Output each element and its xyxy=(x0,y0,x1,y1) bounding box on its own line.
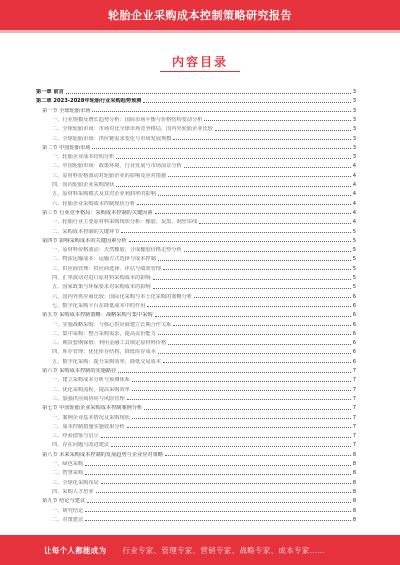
toc-page-number: 3 xyxy=(352,116,356,123)
toc-entry-label: 第一节 全球轮胎市场 xyxy=(42,107,91,114)
toc-page-number: 8 xyxy=(352,470,356,477)
toc-page-number: 8 xyxy=(352,461,356,467)
toc-page-number: 6 xyxy=(352,321,356,328)
toc-dot-leader xyxy=(132,381,351,382)
toc-page-number: 3 xyxy=(352,89,356,95)
toc-subsection-row[interactable] xyxy=(36,412,356,421)
toc-dot-leader xyxy=(111,446,351,447)
table-of-contents xyxy=(36,86,356,526)
toc-subsection-row[interactable] xyxy=(36,393,356,402)
toc-page-number: 7 xyxy=(352,423,356,430)
toc-subsection-row[interactable] xyxy=(36,374,356,383)
toc-entry-label: 六、国内外供应商比较：国际化采购与本土化采购的策略分析 xyxy=(52,293,193,300)
toc-page-number: 4 xyxy=(352,182,356,188)
toc-page-number: 6 xyxy=(352,349,356,356)
toc-subsection-row[interactable] xyxy=(36,319,356,328)
toc-dot-leader xyxy=(137,204,351,205)
toc-subsection-row[interactable] xyxy=(36,346,356,355)
toc-section-row[interactable] xyxy=(36,142,356,151)
toc-entry-label: 一、建立采购成本分析与预测体系 xyxy=(52,377,130,384)
toc-entry-label: 第五节 采购成本控制策略：战略采购与集中采购 xyxy=(42,312,153,319)
toc-entry-label: 第三节 行业竞争格局：采购成本控制的关键因素 xyxy=(42,209,153,216)
toc-page-number: 7 xyxy=(352,405,356,412)
toc-dot-leader xyxy=(92,148,350,149)
toc-subsection-row[interactable] xyxy=(36,477,356,486)
toc-page-number: 5 xyxy=(352,275,356,281)
toc-entry-label: 四、国内轮胎企业采购现状 xyxy=(52,182,115,188)
toc-entry-label: 四、库存管理：优化库存结构，降低库存成本 xyxy=(52,349,156,356)
toc-page-number: 4 xyxy=(352,200,356,207)
toc-dot-leader xyxy=(153,279,351,280)
toc-dot-leader xyxy=(158,195,351,196)
toc-dot-leader xyxy=(116,158,350,159)
toc-subsection-row[interactable] xyxy=(36,421,356,430)
toc-subsection-row[interactable] xyxy=(36,514,356,523)
toc-dot-leader xyxy=(153,288,351,289)
toc-dot-leader xyxy=(184,167,351,168)
toc-section-row[interactable] xyxy=(36,365,356,374)
toc-page-number: 7 xyxy=(352,442,356,449)
toc-subsection-row[interactable] xyxy=(36,300,356,309)
toc-entry-label: 二、集中采购：整合采购需求，提高议价能力 xyxy=(52,330,156,337)
toc-subsection-row[interactable] xyxy=(36,226,356,235)
header-accent-stripe xyxy=(0,30,400,33)
toc-heading: 内容目录 xyxy=(171,55,228,69)
toc-entry-label: 第一章 前言 xyxy=(36,89,64,95)
toc-chapter-row[interactable] xyxy=(36,95,356,104)
toc-page-number: 6 xyxy=(352,302,356,309)
footer-slogan-lead: 让每个人都能成为 xyxy=(44,545,107,555)
toc-dot-leader xyxy=(127,427,351,428)
toc-page-number: 6 xyxy=(352,358,356,365)
toc-section-row[interactable] xyxy=(36,235,356,244)
toc-subsection-row[interactable] xyxy=(36,244,356,253)
toc-subsection-row[interactable] xyxy=(36,337,356,346)
toc-entry-label: 三、全球轮胎市场：供应链需求变化与市场发展规模 xyxy=(52,135,172,142)
toc-dot-leader xyxy=(92,111,350,112)
toc-page-number: 3 xyxy=(352,144,356,151)
toc-entry-label: 七、数字化采购平台在降低成本中的作用 xyxy=(52,302,146,309)
toc-entry-label: 四、汇率波动对进口原材料采购成本的影响 xyxy=(52,275,151,281)
toc-subsection-row[interactable] xyxy=(36,356,356,365)
toc-dot-leader xyxy=(168,176,351,177)
toc-section-row[interactable] xyxy=(36,402,356,411)
toc-dot-leader xyxy=(155,213,351,214)
toc-entry-label: 一、轮胎行业主要原材料采购现状分析：橡胶、炭黑、钢丝帘线 xyxy=(52,219,198,226)
toc-entry-label: 一、案例企业基本情况及采购现状 xyxy=(52,414,130,421)
toc-dot-leader xyxy=(173,325,350,326)
toc-page-number: 8 xyxy=(352,488,356,495)
toc-subsection-row[interactable] xyxy=(36,188,356,197)
toc-subsection-row[interactable] xyxy=(36,281,356,290)
toc-page-number: 5 xyxy=(352,284,356,291)
toc-page-number: 4 xyxy=(352,163,356,170)
toc-entry-label: 三、加强供应商协同与风险管理 xyxy=(52,395,125,402)
toc-dot-leader xyxy=(215,130,351,131)
toc-dot-leader xyxy=(85,465,351,466)
toc-dot-leader xyxy=(101,437,351,438)
toc-page-number: 4 xyxy=(352,172,356,179)
toc-page-number: 5 xyxy=(352,237,356,244)
toc-entry-label: 四、存在问题与改进建议 xyxy=(52,442,110,449)
toc-subsection-row[interactable] xyxy=(36,439,356,448)
toc-dot-leader xyxy=(147,306,350,307)
toc-dot-leader xyxy=(204,120,350,121)
toc-subsection-row[interactable] xyxy=(36,272,356,281)
toc-subsection-row[interactable] xyxy=(36,505,356,514)
toc-entry-label: 一、行业规模及增长趋势分析：国际市场平衡与价格结构变动分析 xyxy=(52,116,203,123)
toc-subsection-row[interactable] xyxy=(36,170,356,179)
toc-entry-label: 二、优化采购流程，提高采购效率 xyxy=(52,386,130,393)
toc-dot-leader xyxy=(143,102,350,103)
toc-entry-label: 五、原材料采购模式及其对企业利润率的影响 xyxy=(52,191,156,198)
toc-subsection-row[interactable] xyxy=(36,486,356,495)
toc-entry-label: 二、物流运输成本：运输方式选择与成本控制 xyxy=(52,256,156,263)
toc-entry-label: 六、轮胎企业采购成本控制现状分析 xyxy=(52,200,136,207)
toc-entry-label: 三、全球化采购布局 xyxy=(52,479,99,486)
report-header xyxy=(0,0,400,30)
toc-dot-leader xyxy=(85,474,351,475)
toc-dot-leader xyxy=(66,93,351,94)
toc-page-number: 6 xyxy=(352,312,356,319)
toc-page-number: 8 xyxy=(352,451,356,458)
toc-subsection-row[interactable] xyxy=(36,133,356,142)
toc-subsection-row[interactable] xyxy=(36,253,356,262)
toc-dot-leader xyxy=(158,353,351,354)
toc-entry-label: 第二节 中国轮胎市场 xyxy=(42,144,91,151)
toc-dot-leader xyxy=(158,334,351,335)
toc-dot-leader xyxy=(194,297,351,298)
toc-subsection-row[interactable] xyxy=(36,291,356,300)
toc-entry-label: 三、经验借鉴与启示 xyxy=(52,433,99,440)
toc-page-number: 7 xyxy=(352,395,356,402)
toc-dot-leader xyxy=(85,520,351,521)
toc-subsection-row[interactable] xyxy=(36,328,356,337)
toc-entry-label: 二、智慧采购 xyxy=(52,470,84,477)
toc-page-number: 8 xyxy=(352,507,356,514)
toc-page-number: 3 xyxy=(352,135,356,142)
toc-subsection-row[interactable] xyxy=(36,263,356,272)
toc-section-row[interactable] xyxy=(36,105,356,114)
toc-entry-label: 二、对策建议 xyxy=(52,516,84,523)
toc-dot-leader xyxy=(121,232,350,233)
toc-subsection-row[interactable] xyxy=(36,216,356,225)
toc-section-row[interactable] xyxy=(36,449,356,458)
toc-entry-label: 第六节 采购成本控制的实施路径 xyxy=(42,368,117,374)
toc-page-number: 7 xyxy=(352,377,356,384)
toc-page-number: 5 xyxy=(352,265,356,272)
toc-subsection-row[interactable] xyxy=(36,458,356,467)
toc-entry-label: 二、采购成本控制的关键环节 xyxy=(52,228,120,235)
toc-page-number: 4 xyxy=(352,209,356,216)
toc-entry-label: 五、国家政策与环保要求对采购成本的影响 xyxy=(52,284,151,291)
toc-page-number: 7 xyxy=(352,433,356,440)
toc-entry-label: 三、供应商管理：供应商选择、评估与绩效管理 xyxy=(52,265,161,272)
toc-dot-leader xyxy=(87,502,351,503)
toc-dot-leader xyxy=(165,455,351,456)
toc-entry-label: 三、期货套期保值：利用金融工具锁定原材料价格 xyxy=(52,340,167,347)
toc-dot-leader xyxy=(116,186,350,187)
toc-dot-leader xyxy=(127,399,351,400)
toc-page-number: 3 xyxy=(352,107,356,114)
toc-page-number: 3 xyxy=(352,126,356,133)
toc-page-number: 3 xyxy=(352,154,356,161)
toc-subsection-row[interactable] xyxy=(36,114,356,123)
toc-page-number: 5 xyxy=(352,256,356,263)
toc-subsection-row[interactable] xyxy=(36,467,356,476)
toc-page-number: 7 xyxy=(352,414,356,421)
toc-page-number: 8 xyxy=(352,479,356,486)
toc-entry-label: 五、数字化采购：提升采购效率，降低交易成本 xyxy=(52,358,161,365)
toc-page-number: 8 xyxy=(352,498,356,505)
toc-dot-leader xyxy=(129,241,351,242)
toc-page-number: 6 xyxy=(352,330,356,337)
toc-entry-label: 二、中国轮胎市场：政策环境、行业发展与市场前景分析 xyxy=(52,163,182,170)
toc-section-row[interactable] xyxy=(36,207,356,216)
toc-entry-label: 三、原材料价格波动对轮胎企业的影响及应对措施 xyxy=(52,172,167,179)
toc-dot-leader xyxy=(168,344,351,345)
toc-dot-leader xyxy=(118,372,350,373)
toc-dot-leader xyxy=(155,316,351,317)
toc-page-number: 4 xyxy=(352,191,356,198)
toc-entry-label: 一、实施战略采购：与核心供应商建立长期合作关系 xyxy=(52,321,172,328)
toc-entry-label: 第二章 2023-2028年轮胎行业采购趋势预测 xyxy=(36,98,142,105)
toc-subsection-row[interactable] xyxy=(36,198,356,207)
toc-entry-label: 第九节 结论与建议 xyxy=(42,498,86,505)
toc-subsection-row[interactable] xyxy=(36,160,356,169)
toc-entry-label: 一、绿色采购 xyxy=(52,461,84,467)
report-title: 轮胎企业采购成本控制策略研究报告 xyxy=(108,9,292,22)
toc-entry-label: 第八节 未来采购成本控制的发展趋势与企业应对策略 xyxy=(42,451,163,458)
toc-entry-label: 一、原材料价格波动：天然橡胶、合成橡胶价格走势分析 xyxy=(52,247,182,254)
toc-page-number: 6 xyxy=(352,293,356,300)
toc-page-number: 7 xyxy=(352,368,356,374)
toc-subsection-row[interactable] xyxy=(36,151,356,160)
toc-dot-leader xyxy=(173,139,350,140)
toc-entry-label: 一、研究结论 xyxy=(52,507,84,514)
toc-dot-leader xyxy=(199,223,350,224)
toc-page-number: 8 xyxy=(352,516,356,523)
toc-entry-label: 第四节 影响采购成本的关键因素分析 xyxy=(42,237,127,244)
toc-entry-label: 二、全球轮胎市场：市场对比全球市场竞争格局，国内外轮胎企业比较 xyxy=(52,126,213,133)
toc-dot-leader xyxy=(158,260,351,261)
toc-dot-leader xyxy=(163,362,351,363)
toc-subsection-row[interactable] xyxy=(36,123,356,132)
toc-dot-leader xyxy=(184,251,351,252)
toc-page-number: 4 xyxy=(352,219,356,226)
report-footer xyxy=(0,535,400,565)
toc-entry-label: 二、成本控制措施实施效果分析 xyxy=(52,423,125,430)
toc-chapter-row[interactable] xyxy=(36,86,356,95)
toc-dot-leader xyxy=(144,409,350,410)
footer-slogan-roles: 行业专家、管理专家、营销专家、战略专家、成本专家…… xyxy=(122,545,326,555)
toc-section-row[interactable] xyxy=(36,309,356,318)
toc-dot-leader xyxy=(132,418,351,419)
toc-dot-leader xyxy=(85,511,351,512)
toc-subsection-row[interactable] xyxy=(36,179,356,188)
toc-dot-leader xyxy=(132,390,351,391)
toc-page-number: 6 xyxy=(352,340,356,347)
toc-page-number: 7 xyxy=(352,386,356,393)
toc-heading-underline xyxy=(160,71,240,72)
toc-entry-label: 四、采购人才培养 xyxy=(52,488,94,495)
toc-entry-label: 一、轮胎企业成本结构分析 xyxy=(52,154,115,161)
toc-dot-leader xyxy=(96,492,351,493)
toc-page-number: 5 xyxy=(352,247,356,254)
toc-subsection-row[interactable] xyxy=(36,384,356,393)
toc-page-number: 5 xyxy=(352,228,356,235)
toc-dot-leader xyxy=(101,483,351,484)
toc-dot-leader xyxy=(163,269,351,270)
toc-subsection-row[interactable] xyxy=(36,430,356,439)
toc-entry-label: 第七节 中国轮胎企业采购成本控制案例分析 xyxy=(42,405,143,412)
toc-section-row[interactable] xyxy=(36,495,356,504)
toc-page-number: 3 xyxy=(352,98,356,105)
